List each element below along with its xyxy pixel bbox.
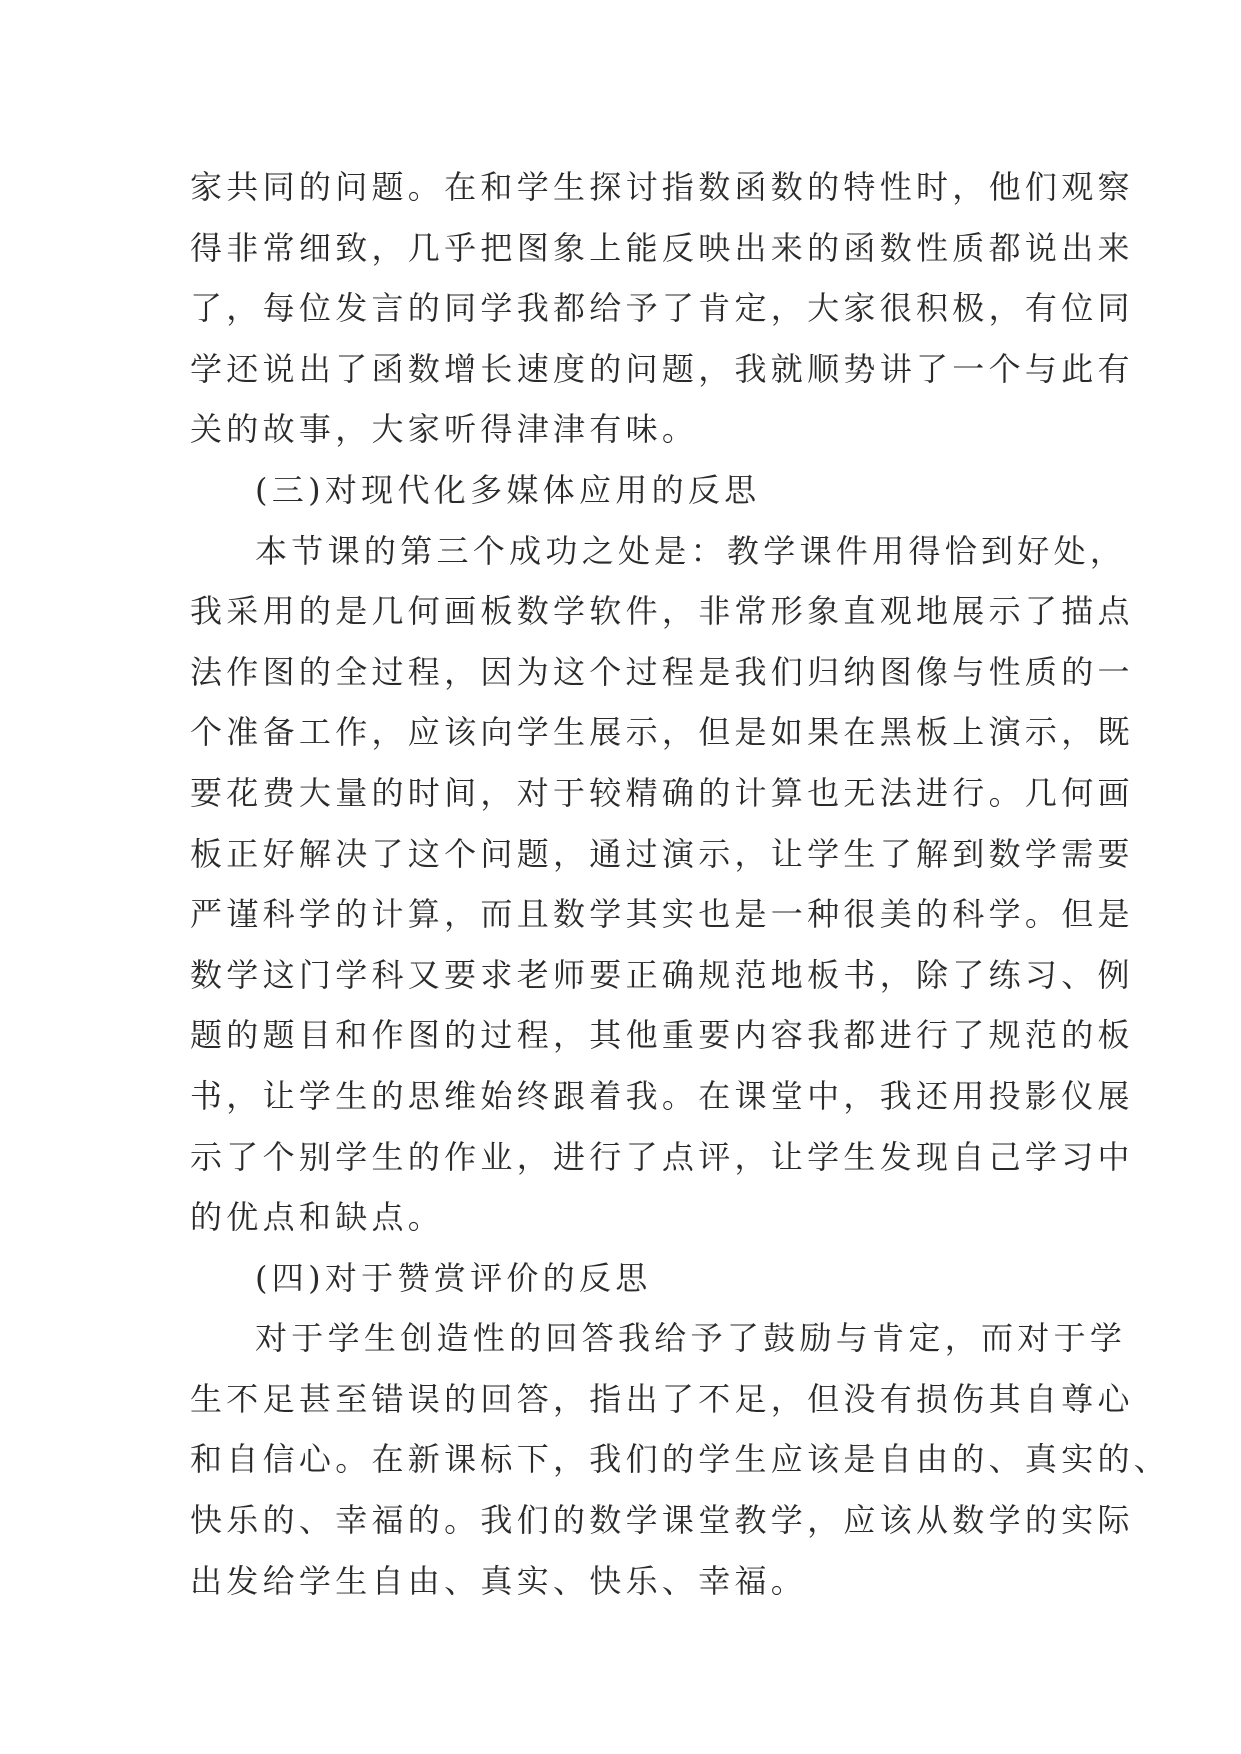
- paragraph-line: 题的题目和作图的过程，其他重要内容我都进行了规范的板: [190, 1016, 1134, 1055]
- paragraph-line: 关的故事，大家听得津津有味。: [190, 410, 699, 449]
- paragraph-line: 快乐的、幸福的。我们的数学课堂教学，应该从数学的实际: [190, 1501, 1134, 1540]
- document-body: [190, 157, 1171, 1611]
- paragraph-line: 家共同的问题。在和学生探讨指数函数的特性时，他们观察: [190, 168, 1134, 206]
- section-heading-4: (四)对于赞赏评价的反思: [255, 1258, 652, 1297]
- paragraph-line: 数学这门学科又要求老师要正确规范地板书，除了练习、例: [190, 955, 1134, 994]
- paragraph-line: 得非常细致，几乎把图象上能反映出来的函数性质都说出来: [190, 228, 1134, 267]
- paragraph-line: 出发给学生自由、真实、快乐、幸福。: [190, 1561, 808, 1600]
- paragraph-line: 书，让学生的思维始终跟着我。在课堂中，我还用投影仪展: [190, 1076, 1134, 1115]
- paragraph-line: 示了个别学生的作业，进行了点评，让学生发现自己学习中: [190, 1137, 1134, 1176]
- paragraph-line: 了，每位发言的同学我都给予了肯定，大家很积极，有位同: [190, 289, 1134, 328]
- paragraph-line: 板正好解决了这个问题，通过演示，让学生了解到数学需要: [190, 834, 1134, 873]
- paragraph-line: 对于学生创造性的回答我给予了鼓励与肯定，而对于学: [255, 1319, 1127, 1358]
- paragraph-line: 的优点和缺点。: [190, 1198, 445, 1237]
- paragraph-line: 我采用的是几何画板数学软件，非常形象直观地展示了描点: [190, 592, 1134, 631]
- paragraph-line: 生不足甚至错误的回答，指出了不足，但没有损伤其自尊心: [190, 1379, 1134, 1418]
- section-heading-3: (三)对现代化多媒体应用的反思: [255, 470, 761, 509]
- paragraph-line: 严谨科学的计算，而且数学其实也是一种很美的科学。但是: [190, 895, 1134, 934]
- paragraph-line: 个准备工作，应该向学生展示，但是如果在黑板上演示，既: [190, 713, 1134, 752]
- paragraph-line: 要花费大量的时间，对于较精确的计算也无法进行。几何画: [190, 773, 1134, 812]
- paragraph-line: 本节课的第三个成功之处是：教学课件用得恰到好处，: [255, 531, 1127, 570]
- paragraph-line: 和自信心。在新课标下，我们的学生应该是自由的、真实的、: [190, 1440, 1171, 1479]
- paragraph-line: 学还说出了函数增长速度的问题，我就顺势讲了一个与此有: [190, 349, 1134, 388]
- paragraph-line: 法作图的全过程，因为这个过程是我们归纳图像与性质的一: [190, 652, 1134, 691]
